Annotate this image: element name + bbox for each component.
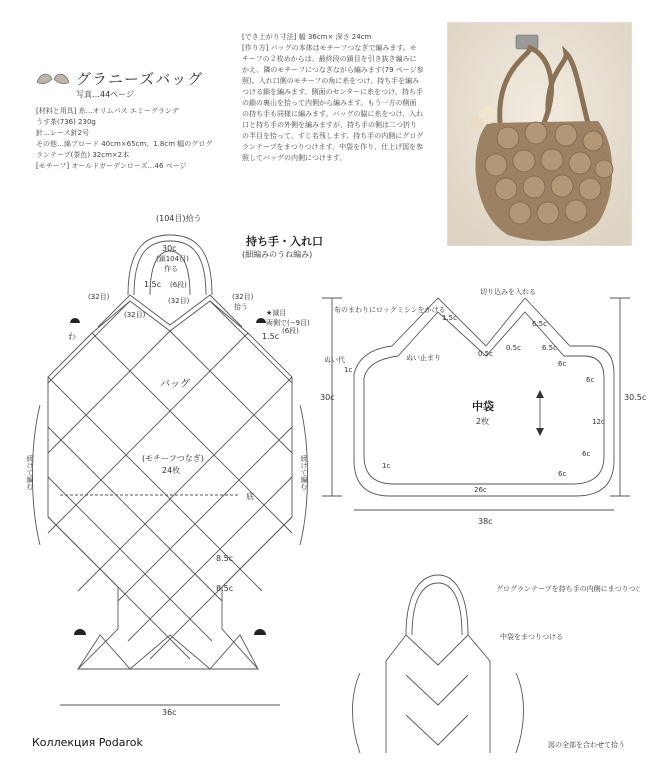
label-30-5c: 30.5c <box>624 393 647 402</box>
label-motif: (モチーフつなぎ) <box>142 454 204 463</box>
footer-credit: Коллекция Podarok <box>32 736 143 749</box>
lining-title: 中袋 <box>472 400 494 413</box>
label-make: 作る <box>164 265 178 273</box>
label-sew-stop: ぬい止まり <box>406 354 441 362</box>
instructions-block <box>242 32 424 164</box>
materials-line: うす茶(736) 230g <box>36 118 96 126</box>
label-pick-32: (32目) <box>168 297 190 305</box>
instruction-line: かえ、隣のモチーフにつなぎながら編みます(79 ページ参 <box>242 66 424 74</box>
page-title: グラニーズバッグ <box>76 70 204 88</box>
lining-count: 2枚 <box>476 417 490 426</box>
label-6c: 6c <box>586 376 595 384</box>
instruction-line: ランテープをまつりつけます。中袋を作り、仕上げ図を参 <box>242 143 424 151</box>
label-8-5c: 8.5c <box>216 584 234 593</box>
finish-diagram <box>340 565 640 755</box>
photo-reference: 写真…44ページ <box>76 90 135 99</box>
label-cut-in: 切り込みを入れる <box>480 288 536 296</box>
instruction-line: の半目を拾って、すじ名残します。持ち手の内側にグログ <box>242 132 424 140</box>
label-6c: 6c <box>582 450 591 458</box>
label-30c: 30c <box>162 244 177 253</box>
label-0-5c-b: 0.5c <box>506 344 521 352</box>
label-1-5c-b: 1.5c <box>262 332 280 341</box>
materials-line: ランテープ(茶色) 32cm×2本 <box>36 151 130 159</box>
instruction-line: の持ち手も同様に編みます。バッグの脇に糸をつけ、入れ <box>242 110 424 118</box>
instruction-line: 照)。入れ口側のモチーフの角に糸をつけ、持ち手を編み <box>242 77 420 85</box>
label-12c: 12c <box>592 418 605 426</box>
materials-line: その他…綿ブロード 40cm×65cm、1.8cm 幅のグログ <box>36 140 213 148</box>
handle-subtitle: (細編みのうね編み) <box>242 250 313 259</box>
label-6-rows: (6段) <box>170 281 187 289</box>
label-continue-left: 続けて編む <box>26 455 34 490</box>
label-pick-32: (32目) <box>232 293 254 301</box>
instruction-line: つける鎖を編みます。側面のセンターに糸をつけ、持ち手 <box>242 88 423 96</box>
label-30c: 30c <box>320 393 335 402</box>
label-1c-b: 1c <box>382 462 391 470</box>
label-pick-32: (32目) <box>124 311 146 319</box>
label-lining-note: 中袋をまつりつける <box>500 633 563 641</box>
materials-line: [モチーフ] オールドガーデンローズ…46 ページ <box>36 162 187 170</box>
materials-line: [材料と用具] 糸…オリムパス エミーグランデ <box>36 107 179 115</box>
instruction-line: 口と持ち手の外側を編みますが、持ち手の側は二つ折り <box>242 121 417 129</box>
lining-diagram <box>320 270 650 540</box>
handle-title: 持ち手・入れ口 <box>246 235 323 248</box>
label-6c: 6c <box>558 360 567 368</box>
instruction-line: [作り方] バッグの本体はモチーフつなぎで編みます。モ <box>242 44 417 52</box>
label-36c: 36c <box>162 708 177 717</box>
label-overlock: 布のまわりにロックミシンをかける <box>334 306 446 314</box>
pick-note: 図の全部を合わせて拾う <box>548 741 625 749</box>
label-seam-allow: ぬい代 <box>324 356 345 364</box>
label-bag: バッグ <box>160 379 190 390</box>
instruction-line: の鎖の裏山を拾って内側から編みます。もう一方の側面 <box>242 99 417 107</box>
label-chain104: (鎖104目) <box>156 255 189 263</box>
label-both-ends: 両側で(−9目) <box>266 319 310 327</box>
label-1-5c: 1.5c <box>144 280 162 289</box>
label-pick-32: (32目) <box>88 293 110 301</box>
leaf-ornament-icon <box>35 70 71 88</box>
label-top-104: (104目)拾う <box>156 214 202 223</box>
label-6c: 6c <box>558 470 567 478</box>
label-0-5c: 0.5c <box>478 350 493 358</box>
label-bottom: 底 <box>246 492 254 501</box>
bag-photo <box>447 22 632 246</box>
materials-line: 針…レース針2号 <box>36 129 90 137</box>
instruction-line: [でき上がり寸法] 幅 36cm× 深さ 24cm <box>242 33 372 41</box>
label-6-5c-b: 6.5c <box>542 344 557 352</box>
label-tape-note: グログランテープを持ち手の内側にまつりつける <box>496 585 640 593</box>
label-continue-right: 続けて編む <box>300 455 308 490</box>
bag-diagram <box>0 205 330 725</box>
label-1-5c: 1.5c <box>442 314 457 322</box>
label-38c: 38c <box>478 517 493 526</box>
label-6-rows-b: (6段) <box>282 327 299 335</box>
label-8-5c: 8.5c <box>216 554 234 563</box>
label-wa: わ <box>68 332 76 341</box>
label-1c: 1c <box>344 366 353 374</box>
label-star-note: ★減目 <box>266 309 287 317</box>
label-26c: 26c <box>474 486 487 494</box>
label-6-5c: 6.5c <box>532 320 547 328</box>
instruction-line: 照してバッグの内側につけます。 <box>242 154 347 162</box>
materials-block <box>36 106 212 172</box>
label-count: 24枚 <box>162 466 181 475</box>
instruction-line: チーフの２枚めからは、最終段の鎖目を引き抜き編みに <box>242 55 417 63</box>
label-pick: 拾う <box>234 303 248 311</box>
